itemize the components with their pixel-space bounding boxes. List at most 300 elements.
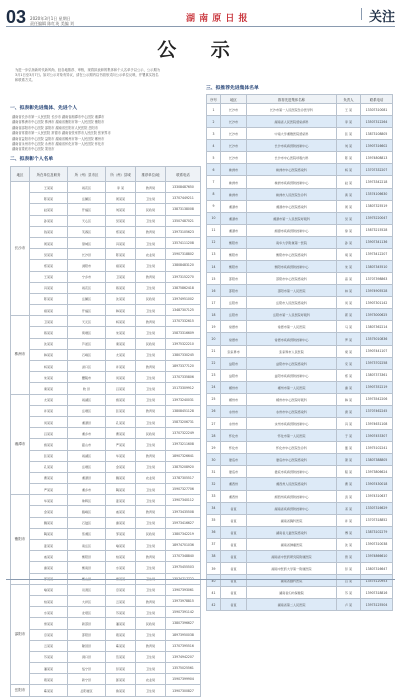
table-cell: 许 某 (337, 514, 361, 526)
table-cell: 13973412207 (361, 248, 393, 260)
table-cell: 教育局 (136, 595, 166, 606)
table-cell: 湘西州疾病预防控制中心 (247, 490, 337, 502)
table-cell: 教育局 (136, 361, 166, 372)
collective-table (206, 94, 393, 611)
region-cell: 湘潭市 (11, 394, 30, 495)
table-cell: 13873108805 (361, 128, 393, 140)
table-cell: 教育局 (136, 506, 166, 517)
table-cell: 姜某某 (106, 495, 136, 506)
table-cell: 民政局 (136, 338, 166, 349)
region-cell: 长沙市 (11, 182, 30, 316)
table-cell: 省直 (221, 599, 247, 611)
table-cell: 湘西州 (221, 478, 247, 490)
table-cell: 13807342219 (166, 528, 201, 539)
table-row (207, 550, 393, 562)
table-cell: 魏某某 (30, 517, 68, 528)
table-cell: 严某某 (30, 484, 68, 495)
table-cell: 王某某 (30, 271, 68, 282)
table-cell: 长沙市第一人民医院急诊医学科 (247, 104, 337, 116)
table-row (11, 506, 201, 517)
table-row (11, 182, 201, 193)
table-cell: 15907391142 (166, 607, 201, 618)
table-cell: 教育局 (136, 450, 166, 461)
table-cell: 刘 某 (337, 140, 361, 152)
table-cell: 胡 某 (337, 248, 361, 260)
table-cell: 湘潭县 (68, 416, 106, 427)
table-cell: 15907327706 (166, 484, 201, 495)
table-cell: 卫生局 (136, 607, 166, 618)
table-cell: 中南大学湘雅医院感染科 (247, 128, 337, 140)
table-cell: 卫生局 (136, 416, 166, 427)
table-cell: 21 (207, 345, 221, 357)
table-row (11, 551, 201, 562)
table-cell: 13707332615 (166, 316, 201, 327)
table-cell: 宋 某 (337, 357, 361, 369)
table-cell: 蒋某某 (30, 327, 68, 338)
table-cell: 卫生局 (136, 484, 166, 495)
table-row (11, 316, 201, 327)
section-name: 关注 (369, 6, 395, 25)
table-cell: 娄底市疾病预防控制中心 (247, 466, 337, 478)
table-cell: 芦淞区 (68, 338, 106, 349)
table-row (11, 237, 201, 248)
table-cell: 34 (207, 502, 221, 514)
region-cell: 衡阳市 (11, 495, 30, 585)
table-cell: 韶山市 (68, 439, 106, 450)
table-cell: 15873215528 (361, 224, 393, 236)
table-row (11, 607, 201, 618)
table-cell: 省直 (221, 502, 247, 514)
table-cell: 雨花区 (68, 182, 106, 193)
table-cell: 卫生局 (136, 305, 166, 316)
table-cell: 戚某某 (106, 506, 136, 517)
table-cell: 湘潭市疾病预防控制中心 (247, 224, 337, 236)
table-cell: 石峰区 (68, 349, 106, 360)
table-cell: 13308487650 (166, 182, 201, 193)
table-row (207, 212, 393, 224)
table-cell: 12 (207, 236, 221, 248)
table-cell: 13973435508 (166, 506, 201, 517)
table-cell: 韩某某 (106, 305, 136, 316)
table-cell: 朱 某 (337, 261, 361, 273)
table-cell: 葛某某 (30, 674, 68, 685)
table-cell: 潘某某 (106, 618, 136, 629)
table-row (207, 562, 393, 574)
table-row (207, 442, 393, 454)
table-cell: 窦某某 (30, 618, 68, 629)
table-cell: 13973342218 (361, 176, 393, 188)
table-cell: 18973377120 (166, 361, 201, 372)
table-cell: 13807388805 (361, 454, 393, 466)
table-cell: 益阳市疾病预防控制中心 (247, 369, 337, 381)
individual-table (10, 166, 201, 697)
table-cell: 13707449211 (166, 193, 201, 204)
table-cell: 张某某 (106, 405, 136, 416)
table-cell: 张家界市人民医院 (247, 345, 337, 357)
table-cell: 杨某某 (30, 361, 68, 372)
table-cell: 冯某某 (30, 282, 68, 293)
section-heading-3: 三、拟推荐先进集体名单 (206, 86, 259, 91)
table-row (11, 338, 201, 349)
table-cell: 曹某某 (106, 428, 136, 439)
table-cell: 25 (207, 393, 221, 405)
table-cell: 益阳市中心医院感染科 (247, 357, 337, 369)
table-cell: 40 (207, 575, 221, 587)
table-cell: 13808483120 (166, 260, 201, 271)
table-cell: 农业局 (136, 249, 166, 260)
table-cell: 18974701036 (166, 540, 201, 551)
table-cell: 荷塘区 (68, 327, 106, 338)
edition-editor: 责任编辑 陈红英 美编 刘 (30, 21, 74, 26)
table-cell: 13707318852 (361, 514, 393, 526)
table-cell: 13507312264 (361, 116, 393, 128)
table-cell: 13974310637 (361, 490, 393, 502)
table-cell: 长沙市 (221, 152, 247, 164)
table-cell: 37 (207, 538, 221, 550)
table-cell: 常德市 (221, 321, 247, 333)
table-cell: 卫生局 (136, 394, 166, 405)
table-cell: 望城区 (68, 237, 106, 248)
table-cell: 长沙市中心医院呼吸内科 (247, 152, 337, 164)
table-cell: 18973950038 (166, 629, 201, 640)
table-cell: 岳阳市 (221, 297, 247, 309)
table-cell: 32 (207, 478, 221, 490)
table-cell: 褚某某 (30, 305, 68, 316)
table-cell: 大祥区 (68, 595, 106, 606)
table-row (11, 674, 201, 685)
table-cell: 卫生局 (136, 540, 166, 551)
table-cell: 教育局 (136, 551, 166, 562)
table-cell: 30 (207, 454, 221, 466)
table-cell: 省直 (221, 538, 247, 550)
table-cell: 15973416627 (166, 517, 201, 528)
table-cell: 36 (207, 526, 221, 538)
table-cell: 教育局 (136, 271, 166, 282)
table-cell: 蒋某某 (106, 282, 136, 293)
table-cell: 何某某 (30, 416, 68, 427)
table-cell: 13907301142 (361, 297, 393, 309)
table-row (207, 490, 393, 502)
table-cell: 16 (207, 285, 221, 297)
table-cell: 娄底市 (221, 454, 247, 466)
table-row (11, 327, 201, 338)
table-row (207, 188, 393, 200)
table-row (11, 663, 201, 674)
table-row (207, 405, 393, 417)
list-item: 湖南省长沙市第一人民医院 长沙市 湖南省湘潭市中心医院 湘潭市 (12, 115, 105, 119)
table-cell: 28 (207, 430, 221, 442)
table-cell: 浏阳市 (68, 260, 106, 271)
table-cell: 31 (207, 466, 221, 478)
table-cell: 卫生局 (136, 629, 166, 640)
table-cell: 娄底市 (221, 466, 247, 478)
table-cell: 郑 某 (337, 369, 361, 381)
table-cell: 13975322210 (166, 338, 201, 349)
table-cell: 华某某 (106, 450, 136, 461)
table-cell: 卫生局 (136, 573, 166, 584)
table-cell: 衡阳市中心医院感染科 (247, 248, 337, 260)
table-cell: 湖南省疾病预防控制中心 (247, 502, 337, 514)
table-cell: 雁峰区 (68, 506, 106, 517)
table-cell: 省直 (221, 575, 247, 587)
table-cell: 韩某某 (30, 349, 68, 360)
table-cell: 29 (207, 442, 221, 454)
table-cell: 开福区 (68, 204, 106, 215)
table-row (11, 215, 201, 226)
table-cell: 陈某某 (30, 293, 68, 304)
table-cell: 教育局 (136, 640, 166, 651)
table-cell: 华某某 (30, 495, 68, 506)
table-cell: 郴州市 (221, 393, 247, 405)
column-header: 联系电话 (166, 167, 201, 182)
table-cell: 双清区 (68, 584, 106, 595)
table-cell: 株洲市 (221, 176, 247, 188)
table-cell: 教育局 (136, 182, 166, 193)
table-cell: 13707395516 (166, 640, 201, 651)
table-cell: 朱某某 (106, 327, 136, 338)
table-cell: 湖南省人民医院感染病科 (247, 116, 337, 128)
table-row (207, 357, 393, 369)
table-cell: 卫生局 (136, 215, 166, 226)
table-cell: 15873316609 (166, 327, 201, 338)
table-cell: 10 (207, 212, 221, 224)
table-cell: 赵 某 (337, 176, 361, 188)
table-cell: 常德市 (221, 333, 247, 345)
table-row (11, 461, 201, 472)
table-row (11, 416, 201, 427)
table-cell: 周某某 (30, 237, 68, 248)
table-row (207, 333, 393, 345)
table-row (207, 502, 393, 514)
table-row (207, 381, 393, 393)
table-cell: 13907318816 (361, 587, 393, 599)
table-cell: 长沙市 (221, 104, 247, 116)
table-cell: 许某某 (30, 405, 68, 416)
table-cell: 吕某某 (30, 428, 68, 439)
table-cell: 衡阳市疾病预防控制中心 (247, 261, 337, 273)
table-cell: 11 (207, 224, 221, 236)
table-row (207, 538, 393, 550)
table-cell: 奚某某 (30, 685, 68, 696)
table-row (11, 472, 201, 483)
table-cell: 孙 某 (337, 236, 361, 248)
table-cell: 袁 某 (337, 490, 361, 502)
table-cell: 23 (207, 369, 221, 381)
table-cell: 长沙市 (221, 140, 247, 152)
table-cell: 蒸湘区 (68, 528, 106, 539)
table-cell: 窦某某 (106, 573, 136, 584)
table-row (207, 248, 393, 260)
table-cell: 卫某某 (30, 316, 68, 327)
table-cell: 株洲市 (221, 188, 247, 200)
table-cell: 隆回县 (68, 640, 106, 651)
table-cell: 13707348840 (166, 551, 201, 562)
table-cell: 13973806624 (361, 466, 393, 478)
intro-line: 3月1日至3月7日。如对公示对象有异议，请在公示期内以书面形式向公示单位反映，并署真实姓名 (15, 73, 159, 77)
table-cell: 钱某某 (30, 226, 68, 237)
table-row (207, 200, 393, 212)
table-cell: 邵阳市 (221, 273, 247, 285)
table-cell: 张 某 (337, 128, 361, 140)
table-cell: 罗 某 (337, 333, 361, 345)
table-cell: 彭某某 (106, 663, 136, 674)
table-row (11, 271, 201, 282)
table-cell: 13973000625 (361, 309, 393, 321)
table-cell: 湘潭市 (221, 200, 247, 212)
table-cell: 38 (207, 550, 221, 562)
table-cell: 长沙县 (68, 249, 106, 260)
table-cell: 梁 某 (337, 345, 361, 357)
table-cell: 尤某某 (106, 349, 136, 360)
table-cell: 17 (207, 297, 221, 309)
table-cell: 13973542206 (361, 393, 393, 405)
table-row (207, 116, 393, 128)
bottom-rule (6, 579, 395, 580)
table-cell: 郴州市 (221, 381, 247, 393)
table-cell: 教育局 (136, 226, 166, 237)
table-cell: 13974951002 (166, 293, 201, 304)
table-cell: 卫生局 (136, 461, 166, 472)
table-cell: 徐 某 (337, 224, 361, 236)
table-cell: 湘乡市 (68, 484, 106, 495)
table-cell: 谢 某 (337, 381, 361, 393)
table-row (207, 285, 393, 297)
table-cell: 卫生局 (136, 663, 166, 674)
table-cell: 陈某某 (30, 193, 68, 204)
table-cell: 董 某 (337, 442, 361, 454)
table-cell: 13707398863 (361, 273, 393, 285)
table-cell: 13973702258 (361, 357, 393, 369)
table-cell: 长沙市 (221, 116, 247, 128)
table-cell: 农业局 (136, 472, 166, 483)
table-cell: 卫生局 (136, 517, 166, 528)
table-cell: 永州市中心医院感染科 (247, 405, 337, 417)
table-row (207, 418, 393, 430)
table-cell: 13975455503 (166, 562, 201, 573)
table-cell: 13875208920 (166, 461, 201, 472)
table-cell: 卫生局 (136, 372, 166, 383)
table-cell: 金某某 (106, 461, 136, 472)
table-cell: 苏某某 (106, 607, 136, 618)
table-cell: 农业局 (136, 674, 166, 685)
table-cell: 株洲市人民医院急诊科 (247, 188, 337, 200)
section-heading-2: 二、拟表彰个人名单 (10, 157, 54, 162)
table-row (11, 562, 201, 573)
table-cell: 民政局 (136, 204, 166, 215)
column-header: 所（州）县城 (106, 167, 136, 182)
table-row (11, 226, 201, 237)
table-cell: 郎某某 (106, 674, 136, 685)
table-row (207, 128, 393, 140)
table-cell: 省直 (221, 587, 247, 599)
table-cell: 15907399904 (166, 674, 201, 685)
table-cell: 杨某某 (106, 316, 136, 327)
table-cell: 吕某某 (106, 383, 136, 394)
table-cell: 开福区 (68, 305, 106, 316)
table-cell: 13787305517 (166, 472, 201, 483)
table-row (11, 618, 201, 629)
table-cell: 4 (207, 140, 221, 152)
table-cell: 孔某某 (106, 416, 136, 427)
table-row (11, 595, 201, 606)
table-cell: 姜某某 (30, 540, 68, 551)
table-cell: 怀化市 (221, 430, 247, 442)
table-cell: 吴 某 (337, 212, 361, 224)
table-cell: 26 (207, 405, 221, 417)
table-cell: 邹某某 (106, 528, 136, 539)
table-cell: 曹某某 (30, 472, 68, 483)
table-cell: 沈 某 (337, 538, 361, 550)
table-cell: 42 (207, 599, 221, 611)
table-cell: 13973152270 (166, 271, 201, 282)
table-cell: 湘西州人民医院感染科 (247, 478, 337, 490)
table-row (11, 428, 201, 439)
table-cell: 冯某某 (106, 237, 136, 248)
table-cell: 喻某某 (30, 584, 68, 595)
table-cell: 湖南省肿瘤医院 (247, 538, 337, 550)
table-row (207, 393, 393, 405)
table-cell: 13975102241 (361, 442, 393, 454)
table-cell: 新邵县 (68, 618, 106, 629)
table-row (207, 176, 393, 188)
table-cell: 邵阳县 (68, 629, 106, 640)
table-cell: 13807373361 (361, 369, 393, 381)
table-cell: 陈 某 (337, 152, 361, 164)
table-cell: 衡阳市 (221, 248, 247, 260)
table-cell: 13907316602 (361, 140, 393, 152)
table-cell: 13707335806 (166, 372, 201, 383)
table-cell: 新宁县 (68, 674, 106, 685)
table-row (207, 297, 393, 309)
table-cell: 13808451128 (166, 405, 201, 416)
table-cell: 株洲市 (221, 164, 247, 176)
table-cell: 彭 某 (337, 562, 361, 574)
table-cell: 珠晖区 (68, 495, 106, 506)
table-cell: 李 某 (106, 182, 136, 193)
table-cell: 湖南省第二人民医院 (247, 599, 337, 611)
list-item: 湖南省株洲市中心医院 株洲市 湖南省衡阳市第一人民医院 衡阳市 (12, 120, 105, 125)
table-cell: 沈某某 (30, 338, 68, 349)
table-cell: 秦某某 (30, 383, 68, 394)
table-cell: 永州市 (221, 418, 247, 430)
table-cell: 傅 某 (337, 526, 361, 538)
table-cell: 13907341136 (361, 236, 393, 248)
table-cell: 陈某某 (106, 249, 136, 260)
table-cell: 13807345510 (361, 261, 393, 273)
table-cell: 卢 某 (337, 599, 361, 611)
table-row (11, 349, 201, 360)
table-cell: 8 (207, 188, 221, 200)
table-cell: 13873102279 (361, 526, 393, 538)
table-row (207, 369, 393, 381)
table-cell: 13973105623 (166, 226, 201, 237)
table-cell: 长沙市疾病预防控制中心 (247, 140, 337, 152)
table-row (11, 372, 201, 383)
table-cell: 教育局 (136, 316, 166, 327)
table-cell: 13974905528 (361, 285, 393, 297)
column-header: 负责人 (337, 95, 361, 104)
table-cell: 南岳区 (68, 540, 106, 551)
table-cell: 13574106630 (361, 188, 393, 200)
table-cell: 13907340112 (166, 495, 201, 506)
table-row (207, 430, 393, 442)
table-cell: 13907393061 (166, 584, 201, 595)
table-cell: 13907300827 (166, 685, 201, 696)
table-cell: 朱某某 (30, 372, 68, 383)
table-cell: 湘乡市 (68, 428, 106, 439)
table-cell: 衡阳市 (221, 236, 247, 248)
unit-list (12, 115, 202, 153)
